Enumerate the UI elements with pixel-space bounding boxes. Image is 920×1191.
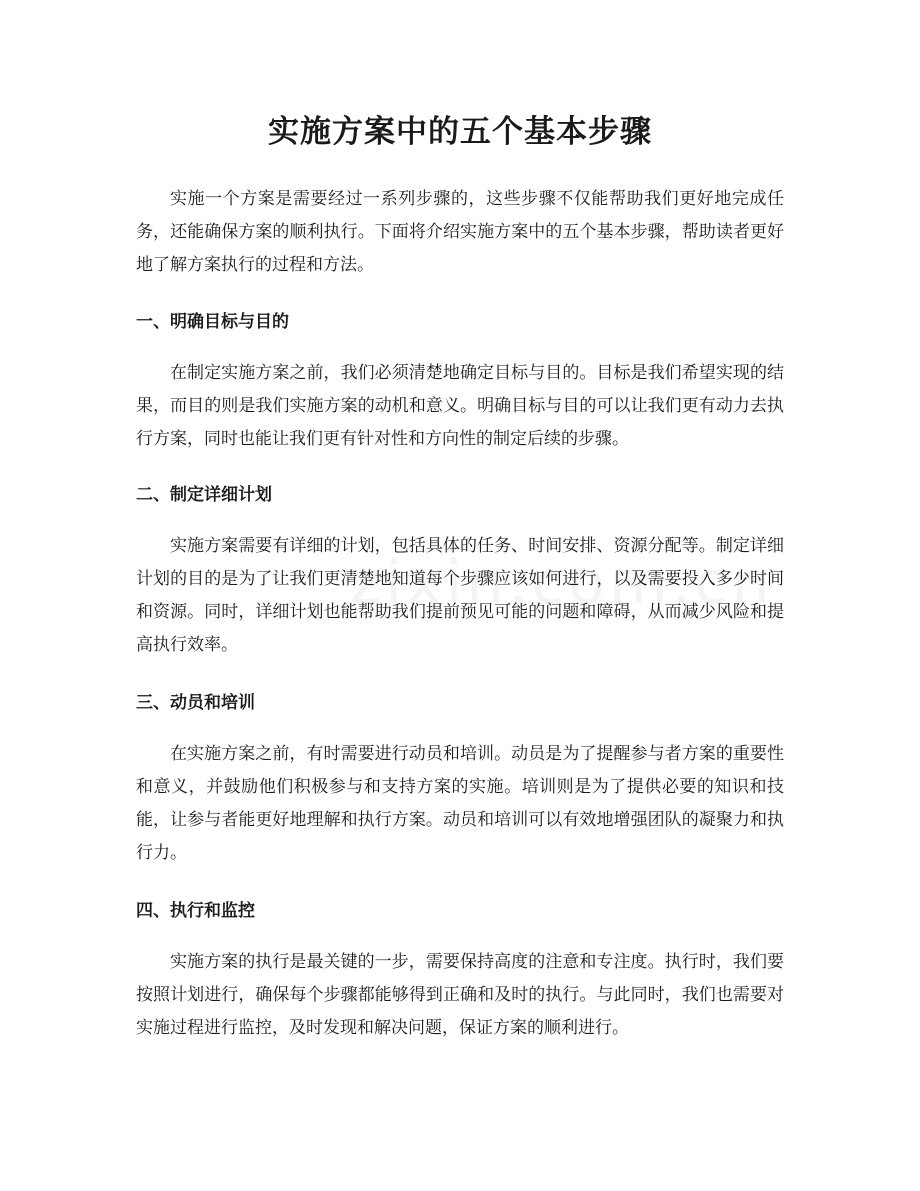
intro-paragraph: 实施一个方案是需要经过一系列步骤的，这些步骤不仅能帮助我们更好地完成任务，还能确保方案的顺利执行。下面将介绍实施方案中的五个基本步骤，帮助读者更好地了解方案执行的过程和方法。 [136,189,784,275]
section-3-heading: 三、动员和培训 [136,693,255,713]
section-2-body: 实施方案需要有详细的计划，包括具体的任务、时间安排、资源分配等。制定详细计划的目的是为了让我们更清楚地知道每个步骤应该如何进行，以及需要投入多少时间和资源。同时，详细计划也能帮助我们提前预见可能的问题和障碍，从而减少风险和提高执行效率。 [136,536,784,655]
section-1-heading: 一、明确目标与目的 [136,312,289,332]
section-3-body: 在实施方案之前，有时需要进行动员和培训。动员是为了提醒参与者方案的重要性和意义，并鼓励他们积极参与和支持方案的实施。培训则是为了提供必要的知识和技能，让参与者能更好地理解和执行方案。动员和培训可以有效地增强团队的凝聚力和执行力。 [136,744,784,863]
page-title: 实施方案中的五个基本步骤 [268,114,652,150]
section-2-heading: 二、制定详细计划 [136,485,272,505]
section-4-heading: 四、执行和监控 [136,901,255,921]
section-4-body: 实施方案的执行是最关键的一步，需要保持高度的注意和专注度。执行时，我们要按照计划进行，确保每个步骤都能够得到正确和及时的执行。与此同时，我们也需要对实施过程进行监控，及时发现和解决问题，保证方案的顺利进行。 [136,952,784,1038]
section-1-body: 在制定实施方案之前，我们必须清楚地确定目标与目的。目标是我们希望实现的结果，而目的则是我们实施方案的动机和意义。明确目标与目的可以让我们更有动力去执行方案，同时也能让我们更有针对性和方向性的制定后续的步骤。 [136,363,784,449]
